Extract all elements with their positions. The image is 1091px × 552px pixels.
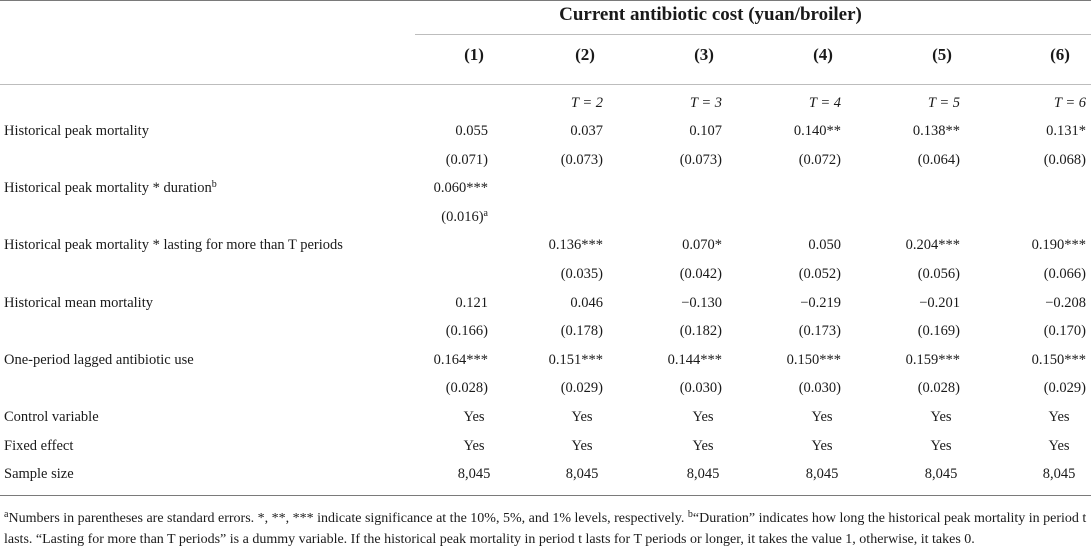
table-cell [444, 460, 504, 488]
table-row [0, 203, 1091, 231]
table-cell [1044, 374, 1086, 402]
row-label [4, 403, 99, 431]
table-cell-text: (0.030) [798, 380, 841, 397]
table-cell-text: 0.151*** [548, 351, 603, 368]
table-cell-text: (0.073) [560, 151, 603, 168]
table-cell-text: (0.066) [1043, 266, 1086, 282]
table-footnote [4, 508, 1087, 550]
table-cell-text: Yes [692, 437, 714, 454]
table-cell [549, 346, 603, 374]
table-cell-text: 8,045 [805, 466, 839, 483]
table-cell [792, 403, 852, 431]
table-cell [1045, 289, 1086, 317]
table-row [0, 260, 1091, 288]
table-cell-text: Yes [930, 409, 952, 425]
table-cell [799, 146, 841, 174]
table-cell [680, 317, 722, 345]
table-row [0, 403, 1091, 431]
table-row [0, 317, 1091, 345]
table-cell-text: (0.029) [1043, 380, 1086, 397]
column-number-6: (6) [1050, 45, 1070, 64]
table-cell-text: (0.072) [798, 151, 841, 168]
row-label [4, 231, 343, 259]
table-cell [552, 460, 612, 488]
table-cell [792, 460, 852, 488]
table-cell-text: (0.029) [560, 380, 603, 397]
table-cell [444, 403, 504, 431]
table-cell-text: (0.073) [679, 151, 722, 168]
table-cell-text: 0.131* [1046, 123, 1086, 139]
table-cell-text: 8,045 [686, 466, 720, 483]
table-top-rule [0, 0, 1091, 1]
t-value-2: T = 2 [570, 95, 603, 111]
column-number-1: (1) [464, 45, 484, 64]
row-label [4, 346, 194, 374]
table-cell [682, 231, 722, 259]
table-cell-text: 0.190*** [1031, 237, 1086, 254]
table-cell-text: (0.178) [560, 323, 603, 340]
table-cell [446, 146, 488, 174]
table-cell [799, 374, 841, 402]
table-cell-text: −0.130 [681, 294, 722, 311]
table-cell [549, 231, 603, 259]
row-label [4, 432, 73, 460]
table-cell-text: 0.037 [570, 123, 603, 139]
row-label-superscript: b [211, 179, 217, 191]
table-cell-text: 0.159*** [905, 351, 960, 368]
t-value-3: T = 3 [689, 95, 722, 111]
table-bottom-rule [0, 495, 1091, 496]
table-cell [680, 146, 722, 174]
table-row [0, 231, 1091, 259]
table-cell-text: −0.201 [919, 294, 960, 311]
table-cell-text: (0.028) [445, 380, 488, 397]
table-cell [1029, 432, 1089, 460]
table-cell-text: Yes [463, 409, 485, 425]
table-cell-text: 0.164*** [433, 351, 488, 368]
table-cell [673, 460, 733, 488]
table-cell [918, 374, 960, 402]
table-cell [673, 403, 733, 431]
table-cell-text: Yes [1048, 437, 1070, 454]
table-cell-text: Yes [463, 437, 485, 454]
table-row [0, 432, 1091, 460]
table-cell [911, 432, 971, 460]
table-cell [689, 117, 722, 145]
table-cell [1044, 146, 1086, 174]
table-cell [1032, 346, 1086, 374]
table-cell-text: 0.136*** [548, 237, 603, 254]
table-cell-text: 0.138** [912, 123, 960, 139]
table-cell-text: 0.060*** [433, 180, 488, 197]
table-cell-text: Yes [1048, 409, 1070, 425]
column-number-4: (4) [813, 45, 833, 64]
table-cell [919, 289, 960, 317]
table-cell [434, 346, 488, 374]
table-cell [1046, 117, 1086, 145]
table-cell [455, 289, 488, 317]
table-cell-text: (0.068) [1043, 151, 1086, 168]
row-label-text: Historical peak mortality [4, 123, 149, 139]
table-cell-text: Yes [571, 409, 593, 425]
row-label [4, 460, 74, 488]
table-cell-text: (0.064) [917, 151, 960, 168]
column-number-2: (2) [575, 45, 595, 64]
table-cell [444, 432, 504, 460]
table-cell-text: 0.144*** [667, 351, 722, 368]
table-cell-text: (0.030) [679, 380, 722, 397]
cell-superscript: a [483, 207, 488, 219]
table-cell-text: (0.071) [445, 151, 488, 168]
table-cell-text: 8,045 [924, 466, 958, 483]
footnote-a-text: Numbers in parentheses are standard errors. *, **, *** indicate significance at the 10%, 5%, and 1% levels, respectively. [8, 511, 688, 526]
table-cell [681, 289, 722, 317]
row-label [4, 174, 217, 202]
table-cell-text: −0.219 [800, 294, 841, 311]
table-cell [561, 374, 603, 402]
table-cell [800, 289, 841, 317]
header-rule [0, 84, 1091, 85]
table-cell-text: (0.173) [798, 323, 841, 340]
table-cell [1029, 460, 1089, 488]
table-cell-text: (0.028) [917, 380, 960, 397]
table-cell [918, 317, 960, 345]
table-cell-text: (0.169) [917, 323, 960, 340]
table-cell [434, 174, 488, 202]
table-cell [787, 346, 841, 374]
table-cell [911, 403, 971, 431]
table-cell-text: 0.150*** [1031, 351, 1086, 368]
table-cell [446, 374, 488, 402]
table-cell-text: −0.208 [1045, 294, 1086, 311]
table-row [0, 289, 1091, 317]
table-cell-text: (0.052) [798, 266, 841, 282]
row-label-text: Historical peak mortality * lasting for more than T periods [4, 237, 343, 254]
table-cell-text: 0.150*** [786, 351, 841, 368]
table-cell-text: (0.170) [1043, 323, 1086, 340]
row-label-text: Historical peak mortality * duration [4, 180, 212, 197]
row-label-text: Historical mean mortality [4, 294, 153, 311]
footnote-a-mark: a [4, 509, 9, 520]
table-cell [913, 117, 960, 145]
table-cell-text: 0.204*** [905, 237, 960, 254]
table-cell-text: 0.050 [808, 237, 841, 254]
table-cell [441, 203, 488, 231]
table-cell-text: Yes [930, 437, 952, 454]
table-cell [455, 117, 488, 145]
table-cell [1029, 403, 1089, 431]
table-row [0, 174, 1091, 202]
table-cell-text: (0.016) [441, 208, 484, 225]
column-number-5: (5) [932, 45, 952, 64]
table-cell [906, 346, 960, 374]
table-cell [1044, 317, 1086, 345]
table-cell [668, 346, 722, 374]
table-cell-text: Yes [811, 409, 833, 425]
table-row [0, 346, 1091, 374]
table-cell [680, 374, 722, 402]
table-cell [794, 117, 841, 145]
table-cell-text: 0.140** [793, 123, 841, 139]
table-cell-text: 8,045 [457, 466, 491, 483]
table-cell [918, 146, 960, 174]
table-row [0, 117, 1091, 145]
table-cell-text: 8,045 [1042, 466, 1076, 483]
table-cell-text: 8,045 [565, 466, 599, 483]
table-row [0, 460, 1091, 488]
table-cell [561, 146, 603, 174]
spanning-header: Current antibiotic cost (yuan/broiler) [559, 4, 862, 25]
table-row [0, 374, 1091, 402]
row-label-text: Sample size [4, 466, 74, 483]
table-cell-text: Yes [692, 409, 714, 425]
table-cell [799, 260, 841, 288]
table-cell [552, 403, 612, 431]
t-value-row [0, 89, 1091, 117]
table-cell-text: 0.121 [455, 294, 488, 311]
table-cell [1044, 260, 1086, 288]
table-cell-text: 0.107 [689, 123, 722, 139]
table-cell-text: (0.056) [917, 266, 960, 282]
footnote-b-text: “Duration” indicates how long the historical peak mortality in period t lasts. “Lasting for more than T periods” is a dummy variable. If the historical peak mortality in period t lasts for T periods or longer, it takes the value 1, otherwise, it takes 0. [4, 511, 1087, 547]
table-cell-text: 0.070* [682, 237, 722, 254]
table-cell-text: Yes [811, 437, 833, 454]
row-label [4, 117, 149, 145]
row-label-text: Fixed effect [4, 437, 74, 454]
t-value-6: T = 6 [1053, 95, 1086, 111]
table-cell-text: (0.042) [679, 266, 722, 282]
table-cell-text: (0.182) [679, 323, 722, 340]
table-cell-text: 0.055 [455, 123, 488, 139]
table-cell [680, 260, 722, 288]
table-cell [570, 117, 603, 145]
table-cell [799, 317, 841, 345]
table-cell [906, 231, 960, 259]
t-value-5: T = 5 [927, 95, 960, 111]
table-cell-text: (0.035) [560, 266, 603, 282]
table-cell [792, 432, 852, 460]
table-cell [911, 460, 971, 488]
row-label-text: One-period lagged antibiotic use [4, 351, 194, 368]
spanning-header-rule [415, 34, 1091, 35]
table-cell [808, 231, 841, 259]
t-value-4: T = 4 [808, 95, 841, 111]
table-cell [570, 289, 603, 317]
table-row [0, 146, 1091, 174]
table-cell [673, 432, 733, 460]
table-cell-text: (0.166) [445, 323, 488, 340]
table-cell [561, 260, 603, 288]
column-number-3: (3) [694, 45, 714, 64]
row-label-text: Control variable [4, 409, 99, 425]
footnote-b-mark: b [687, 509, 693, 520]
table-cell [446, 317, 488, 345]
table-cell-text: 0.046 [570, 294, 603, 311]
table-cell-text: Yes [571, 437, 593, 454]
table-cell [1032, 231, 1086, 259]
table-cell [552, 432, 612, 460]
table-cell [918, 260, 960, 288]
row-label [4, 289, 153, 317]
table-cell [561, 317, 603, 345]
